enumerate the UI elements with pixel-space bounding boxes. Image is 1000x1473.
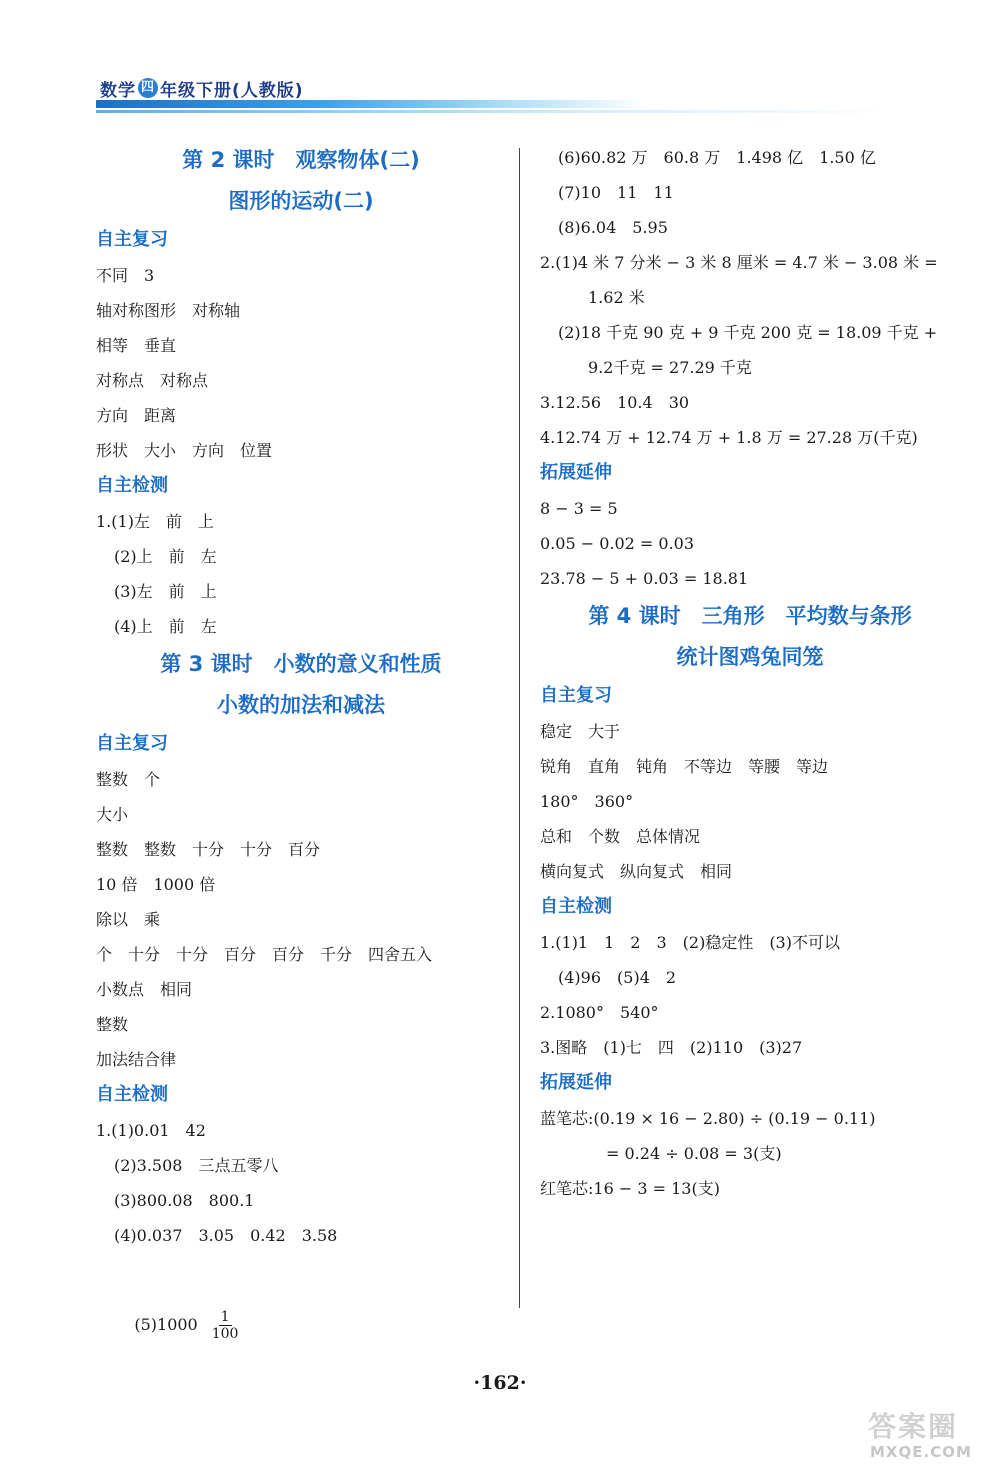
lesson-2-title: 第 2 课时 观察物体(二) (182, 148, 420, 172)
header-rule-thin (96, 110, 896, 113)
section-heading: 自主检测 (96, 1084, 168, 1105)
answer-line: (8)6.04 5.95 (558, 218, 668, 237)
answer-line: (2)18 千克 90 克 + 9 千克 200 克 = 18.09 千克 + (558, 323, 938, 342)
fraction-prefix: (5)1000 (134, 1315, 198, 1334)
answer-line: 1.(1)1 1 2 3 (2)稳定性 (3)不可以 (540, 933, 840, 952)
page-header (100, 76, 304, 100)
answer-line: 8 − 3 = 5 (540, 499, 618, 518)
answer-line: 9.2千克 = 27.29 千克 (588, 358, 752, 377)
column-divider (519, 148, 520, 1308)
answer-line: 0.05 − 0.02 = 0.03 (540, 534, 695, 553)
answer-line: 23.78 − 5 + 0.03 = 18.81 (540, 569, 749, 588)
section-heading: 拓展延伸 (540, 1072, 612, 1093)
answer-line: (3)左 前 上 (114, 582, 217, 601)
answer-line: (4)上 前 左 (114, 617, 217, 636)
answer-line: 个 十分 十分 百分 百分 千分 四舍五入 (96, 945, 433, 964)
answer-line: 形状 大小 方向 位置 (96, 441, 273, 460)
answer-line: 蓝笔芯:(0.19 × 16 − 2.80) ÷ (0.19 − 0.11) (540, 1109, 876, 1128)
answer-line: 相等 垂直 (96, 336, 177, 355)
header-book: 年级下册(人教版) (160, 80, 304, 101)
answer-line: 2.(1)4 米 7 分米 − 3 米 8 厘米 = 4.7 米 − 3.08 米 = (540, 253, 938, 272)
answer-line-fraction (96, 1253, 506, 1342)
right-column (540, 140, 960, 1206)
answer-line: (6)60.82 万 60.8 万 1.498 亿 1.50 亿 (558, 148, 876, 167)
answer-line: (3)800.08 800.1 (114, 1191, 255, 1210)
answer-line: 大小 (96, 805, 129, 824)
header-rule (96, 100, 646, 108)
lesson-3-title: 第 3 课时 小数的意义和性质 (160, 652, 442, 676)
answer-line: 3.12.56 10.4 30 (540, 393, 690, 412)
answer-line: 总和 个数 总体情况 (540, 827, 701, 846)
answer-line: (4)0.037 3.05 0.42 3.58 (114, 1226, 338, 1245)
answer-line: 1.62 米 (588, 288, 645, 307)
left-column (96, 140, 506, 1342)
lesson-4-title: 第 4 课时 三角形 平均数与条形 (588, 604, 912, 628)
section-heading: 自主复习 (96, 229, 168, 250)
answer-line: 2.1080° 540° (540, 1003, 659, 1022)
section-heading: 自主复习 (96, 733, 168, 754)
fraction-numerator: 1 (220, 1309, 230, 1325)
answer-line: 1.(1)0.01 42 (96, 1121, 206, 1140)
answer-line: 整数 (96, 1015, 129, 1034)
lesson-4-subtitle: 统计图鸡兔同笼 (676, 645, 824, 669)
answer-line: 稳定 大于 (540, 722, 621, 741)
page-number: ·162· (473, 1372, 527, 1394)
watermark-text: 答案圈 (868, 1410, 959, 1443)
header-grade-badge: 四 (138, 78, 158, 98)
answer-line: 锐角 直角 钝角 不等边 等腰 等边 (540, 757, 829, 776)
answer-line: 对称点 对称点 (96, 371, 209, 390)
answer-line: 小数点 相同 (96, 980, 193, 999)
fraction-denominator: 100 (211, 1326, 239, 1342)
answer-line: 3.图略 (1)七 四 (2)110 (3)27 (540, 1038, 803, 1057)
section-heading: 自主检测 (96, 475, 168, 496)
answer-line: 10 倍 1000 倍 (96, 875, 216, 894)
answer-line: 180° 360° (540, 792, 634, 811)
answer-line: 加法结合律 (96, 1050, 177, 1069)
answer-line: 轴对称图形 对称轴 (96, 301, 241, 320)
answer-line: (2)上 前 左 (114, 547, 217, 566)
watermark-logo (850, 1405, 990, 1465)
answer-line: 整数 个 (96, 770, 161, 789)
watermark-url: MXQE.COM (870, 1443, 972, 1461)
header-subject: 数学 (100, 80, 136, 101)
answer-line: 方向 距离 (96, 406, 177, 425)
answer-line: 横向复式 纵向复式 相同 (540, 862, 733, 881)
answer-line: (4)96 (5)4 2 (558, 968, 677, 987)
section-heading: 自主检测 (540, 896, 612, 917)
answer-line: 整数 整数 十分 十分 百分 (96, 840, 321, 859)
answer-line: (2)3.508 三点五零八 (114, 1156, 279, 1175)
answer-line: 红笔芯:16 − 3 = 13(支) (540, 1179, 720, 1198)
answer-line: 不同 3 (96, 266, 155, 285)
lesson-2-subtitle: 图形的运动(二) (228, 189, 374, 213)
section-heading: 自主复习 (540, 685, 612, 706)
answer-line: 4.12.74 万 + 12.74 万 + 1.8 万 = 27.28 万(千克) (540, 428, 918, 447)
answer-line: (7)10 11 11 (558, 183, 674, 202)
lesson-3-subtitle: 小数的加法和减法 (217, 693, 385, 717)
fraction (212, 1309, 239, 1342)
answer-line: 除以 乘 (96, 910, 161, 929)
answer-line: = 0.24 ÷ 0.08 = 3(支) (606, 1144, 782, 1163)
section-heading: 拓展延伸 (540, 462, 612, 483)
answer-line: 1.(1)左 前 上 (96, 512, 214, 531)
